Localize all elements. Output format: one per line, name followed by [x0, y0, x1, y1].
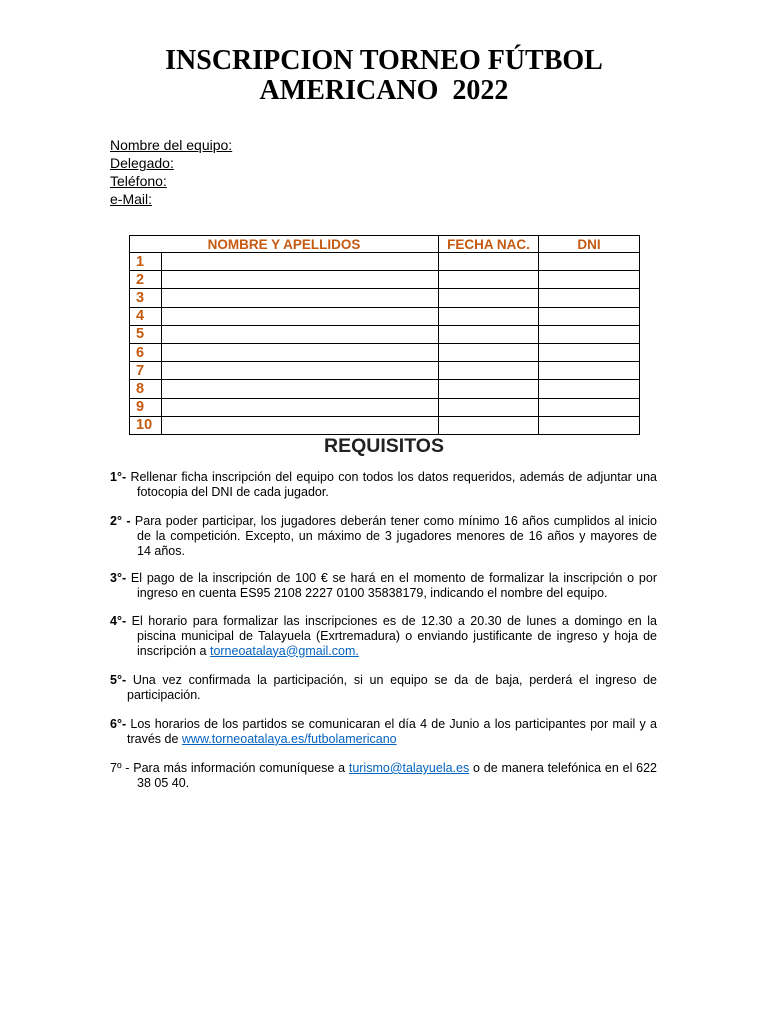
birth-date-cell — [439, 289, 539, 307]
name-cell — [162, 307, 439, 325]
birth-date-cell — [439, 271, 539, 289]
dni-cell — [539, 307, 640, 325]
requirement-line — [110, 761, 657, 776]
players-table — [129, 235, 640, 435]
name-cell — [162, 271, 439, 289]
requirement-text: través de — [127, 731, 179, 746]
birth-date-cell — [439, 325, 539, 343]
dni-cell — [539, 380, 640, 398]
requirement-number: 4°- — [110, 614, 127, 628]
row-number: 3 — [130, 289, 162, 307]
name-cell — [162, 398, 439, 416]
requirement-text: o de manera telefónica en el 622 — [473, 761, 657, 775]
table-row — [130, 398, 640, 416]
birth-date-cell — [439, 362, 539, 380]
phone-label: Teléfono: — [110, 173, 167, 189]
header-dni: DNI — [539, 236, 640, 253]
row-number: 5 — [130, 325, 162, 343]
requirement-item — [110, 717, 657, 747]
row-number: 4 — [130, 307, 162, 325]
page-title — [0, 46, 768, 106]
table-row — [130, 271, 640, 289]
dni-cell — [539, 253, 640, 271]
requirement-number: 7º - — [110, 761, 130, 775]
dni-cell — [539, 362, 640, 380]
email-link[interactable]: torneoatalaya@gmail.com. — [209, 643, 359, 658]
team-name-label: Nombre del equipo: — [110, 137, 233, 153]
requirement-line — [110, 470, 657, 485]
table-row — [130, 307, 640, 325]
delegate-field — [110, 154, 232, 172]
dni-cell — [539, 271, 640, 289]
requirements-heading: REQUISITOS — [324, 435, 444, 457]
requirement-number: 6°- — [110, 717, 127, 731]
row-number: 2 — [130, 271, 162, 289]
requirement-number: 3°- — [110, 571, 127, 585]
requirement-text: El horario para formalizar las inscripciones es de 12.30 a 20.30 de lunes a domingo en la — [131, 614, 657, 628]
requirement-text: Rellenar ficha inscripción del equipo con todos los datos requeridos, además de adjuntar una — [130, 470, 657, 484]
row-number: 1 — [130, 253, 162, 271]
name-cell — [162, 325, 439, 343]
requirement-text: El pago de la inscripción de 100 € se hará en el momento de formalizar la inscripción o por — [130, 571, 657, 585]
email-label: e-Mail: — [110, 191, 153, 207]
table-row — [130, 343, 640, 361]
requirement-item — [110, 761, 657, 791]
requirement-line — [110, 614, 657, 629]
birth-date-cell — [439, 343, 539, 361]
name-cell — [162, 380, 439, 398]
requirement-number: 2° - — [110, 514, 131, 528]
requirement-line — [110, 571, 657, 586]
header-name: NOMBRE Y APELLIDOS — [130, 236, 439, 253]
birth-date-cell — [439, 253, 539, 271]
requirement-text: fotocopia del DNI de cada jugador. — [137, 484, 329, 499]
name-cell — [162, 289, 439, 307]
requirement-item — [110, 673, 657, 703]
table-row — [130, 325, 640, 343]
requirement-text: 38 05 40. — [137, 775, 190, 790]
requirement-item — [110, 514, 657, 558]
email-link[interactable]: turismo@talayuela.es — [348, 761, 470, 775]
table-row — [130, 380, 640, 398]
table-body — [130, 253, 640, 435]
requirement-text: Para más información comuníquese a — [133, 761, 346, 775]
email-field — [110, 190, 232, 208]
table-header-row — [130, 236, 640, 253]
requirement-text: 14 años. — [137, 543, 185, 558]
requirement-line — [110, 514, 657, 529]
dni-cell — [539, 343, 640, 361]
requirement-text: participación. — [127, 687, 201, 702]
requirement-text: Una vez confirmada la participación, si un equipo se da de baja, perderá el ingreso de — [132, 673, 657, 687]
name-cell — [162, 253, 439, 271]
website-link[interactable]: www.torneoatalaya.es/futbolamericano — [181, 731, 397, 746]
dni-cell — [539, 289, 640, 307]
table-row — [130, 416, 640, 434]
requirement-line — [137, 644, 657, 659]
table-row — [130, 253, 640, 271]
birth-date-cell — [439, 307, 539, 325]
dni-cell — [539, 325, 640, 343]
row-number: 6 — [130, 343, 162, 361]
row-number: 8 — [130, 380, 162, 398]
requirement-line — [110, 673, 657, 688]
header-birth-date: FECHA NAC. — [439, 236, 539, 253]
table-header — [130, 236, 640, 253]
name-cell — [162, 343, 439, 361]
requirement-item — [110, 571, 657, 601]
table-row — [130, 289, 640, 307]
name-cell — [162, 416, 439, 434]
team-name-field — [110, 136, 232, 154]
row-number: 10 — [130, 416, 162, 434]
title-line: AMERICANO 2022 — [259, 75, 509, 106]
name-cell — [162, 362, 439, 380]
row-number: 9 — [130, 398, 162, 416]
row-number: 7 — [130, 362, 162, 380]
phone-field — [110, 172, 232, 190]
requirement-text: Para poder participar, los jugadores deberán tener como mínimo 16 años cumplidos al inicio — [134, 514, 657, 528]
dni-cell — [539, 416, 640, 434]
requirement-text: ingreso en cuenta ES95 2108 2227 0100 35838179, indicando el nombre del equipo. — [137, 585, 608, 600]
birth-date-cell — [439, 380, 539, 398]
requirement-item — [110, 614, 657, 658]
team-info — [110, 136, 232, 208]
requirement-number: 5°- — [110, 673, 127, 687]
delegate-label: Delegado: — [110, 155, 174, 171]
requirement-text: Los horarios de los partidos se comunicaran el día 4 de Junio a los participantes por mail y a — [130, 717, 657, 731]
requirement-item — [110, 470, 657, 500]
birth-date-cell — [439, 416, 539, 434]
requirement-line — [110, 717, 657, 732]
requirement-line — [127, 732, 657, 747]
table-row — [130, 362, 640, 380]
dni-cell — [539, 398, 640, 416]
requirement-text: de la competición. Excepto, un máximo de 3 jugadores menores de 16 años y mayores de — [137, 528, 657, 543]
requirement-text: inscripción a — [137, 643, 207, 658]
birth-date-cell — [439, 398, 539, 416]
requirement-number: 1°- — [110, 470, 127, 484]
title-line: INSCRIPCION TORNEO FÚTBOL — [165, 45, 603, 76]
requirement-text: piscina municipal de Talayuela (Exrtremadura) o enviando justificante de ingreso y hoja de — [137, 628, 657, 643]
